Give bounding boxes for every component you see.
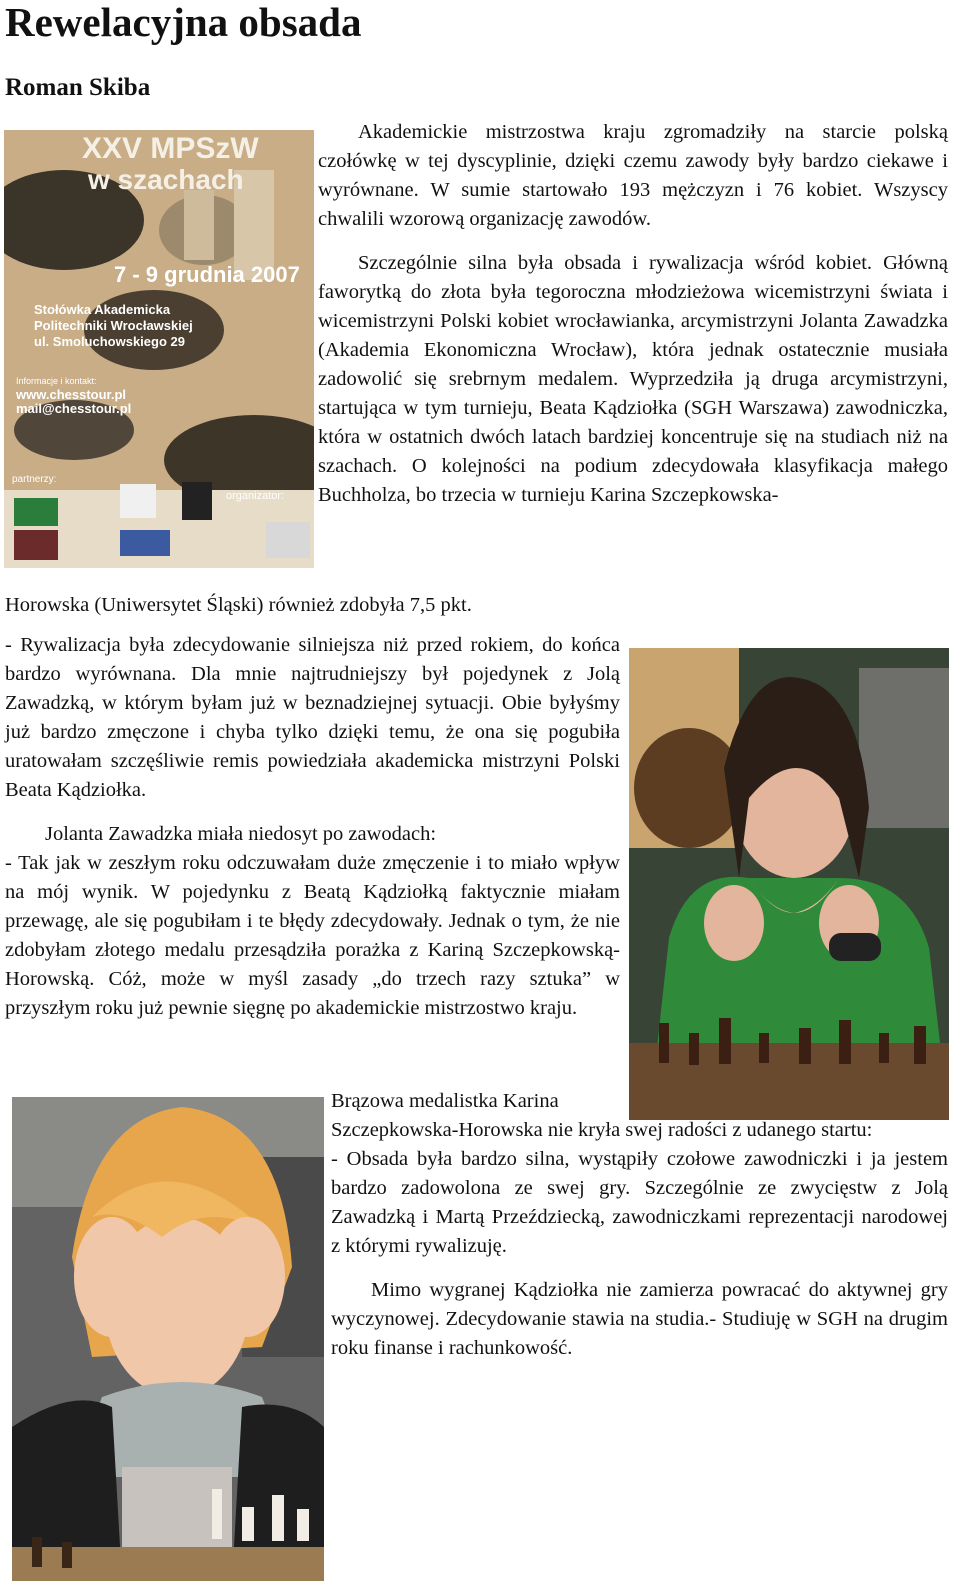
paragraph-2-end [5, 591, 948, 620]
poster-contact [16, 388, 131, 416]
poster-venue-line1: Stołówka Akademicka [34, 302, 171, 317]
paragraph-7: Mimo wygranej Kądziołka nie zamierza powracać do aktywnej gry wyczynowej. Zdecydowanie stawia na studia.- Studiuję w SGH na drugim roku finanse i rachunkowość. [331, 1279, 948, 1359]
poster-url: www.chesstour.pl [16, 387, 127, 402]
poster-organizer-label: organizator: [226, 490, 285, 502]
poster-partners-label: partnerzy: [12, 474, 57, 485]
paragraph-2-end-text: Horowska (Uniwersytet Śląski) również zdobyła 7,5 pkt. [5, 594, 472, 616]
poster-dates: 7 - 9 grudnia 2007 [114, 262, 300, 287]
paragraph-6: - Obsada była bardzo silna, wystąpiły czołowe zawodniczki i ja jestem bardzo zadowolona ze swej gry. Szczególnie ze zwycięstw z Jolą Zawadzką i Martą Przeździecką, zawodniczkami reprezentacji narodowej z którymi rywalizuję. [331, 1148, 948, 1257]
quote-text-block [5, 631, 620, 1023]
intro-text-block [318, 118, 948, 510]
article-title: Rewelacyjna obsada [5, 0, 362, 45]
poster-heading-1: XXV MPSzW [82, 132, 259, 165]
paragraph-1: Akademickie mistrzostwa kraju zgromadziły na starcie polską czołówkę w tej dyscyplinie, dzięki czemu zawody były bardzo ciekawe i wyrównane. W sumie startowało 193 mężczyzn i 76 kobiet. Wszyscy chwalili wzorową organizację zawodów. [318, 121, 948, 230]
paragraph-4-intro: Jolanta Zawadzka miała niedosyt po zawodach: [45, 823, 437, 845]
paragraph-5: Szczepkowska-Horowska nie kryła swej radości z udanego startu: [331, 1119, 873, 1141]
poster-info-label: Informacje i kontakt: [16, 376, 97, 386]
paragraph-5-intro: Brązowa medalistka Karina [331, 1090, 559, 1112]
article-author: Roman Skiba [5, 74, 151, 101]
photo-player-green-sweater [629, 648, 949, 1120]
poster-venue-line2: Politechniki Wrocławskiej [34, 318, 193, 333]
final-text-block [331, 1087, 948, 1363]
paragraph-4: - Tak jak w zeszłym roku odczuwałam duże zmęczenie i to miało wpływ na mój wynik. W pojedynku z Beatą Kądziołką faktycznie miałam przewagę, ale się pogubiłam i te błędy zdecydowały. Jednak o tym, że nie zdobyłam złotego medalu przesądziła porażka z Kariną Szczepkowską-Horowską. Cóż, może w myśl zasady „do trzech razy sztuka” w przyszłym roku już pewnie sięgnę po akademickie mistrzostwo kraju. [5, 852, 620, 1019]
poster-email: mail@chesstour.pl [16, 401, 132, 416]
poster-venue [34, 302, 193, 350]
tournament-poster-image [4, 130, 314, 568]
poster-heading-2: w szachach [88, 164, 244, 195]
poster-venue-line3: ul. Smoluchowskiego 29 [34, 334, 185, 349]
paragraph-2: Szczególnie silna była obsada i rywalizacja wśród kobiet. Główną faworytką do złota była tegoroczna młodzieżowa wicemistrzyni świata i wicemistrzyni Polski kobiet wrocławianka, arcymistrzyni Jolanta Zawadzka (Akademia Ekonomiczna Wrocław), która jednak ostatecznie musiała zadowolić się srebrnym medalem. Wyprzedziła ją druga arcymistrzyni, startująca w tym turnieju, Beata Kądziołka (SGH Warszawa) zawodniczka, która w ostatnich dwóch latach bardziej koncentruje się na studiach niż na szachach. O kolejności na podium zdecydowała klasyfikacja małego Buchholza, bo trzecia w turnieju Karina Szczepkowska- [318, 252, 948, 506]
photo-player-blonde-hair [12, 1097, 324, 1581]
paragraph-3: - Rywalizacja była zdecydowanie silniejsza niż przed rokiem, do końca bardzo wyrównana. Dla mnie najtrudniejszy był pojedynek z Jolą Zawadzką, w którym byłam już w beznadziejnej sytuacji. Obie byłyśmy już bardzo zmęczone i chyba tylko dzięki temu, że ona się pogubiła uratowałam szczęśliwie remis powiedziała akademicka mistrzyni Polski Beata Kądziołka. [5, 634, 620, 801]
